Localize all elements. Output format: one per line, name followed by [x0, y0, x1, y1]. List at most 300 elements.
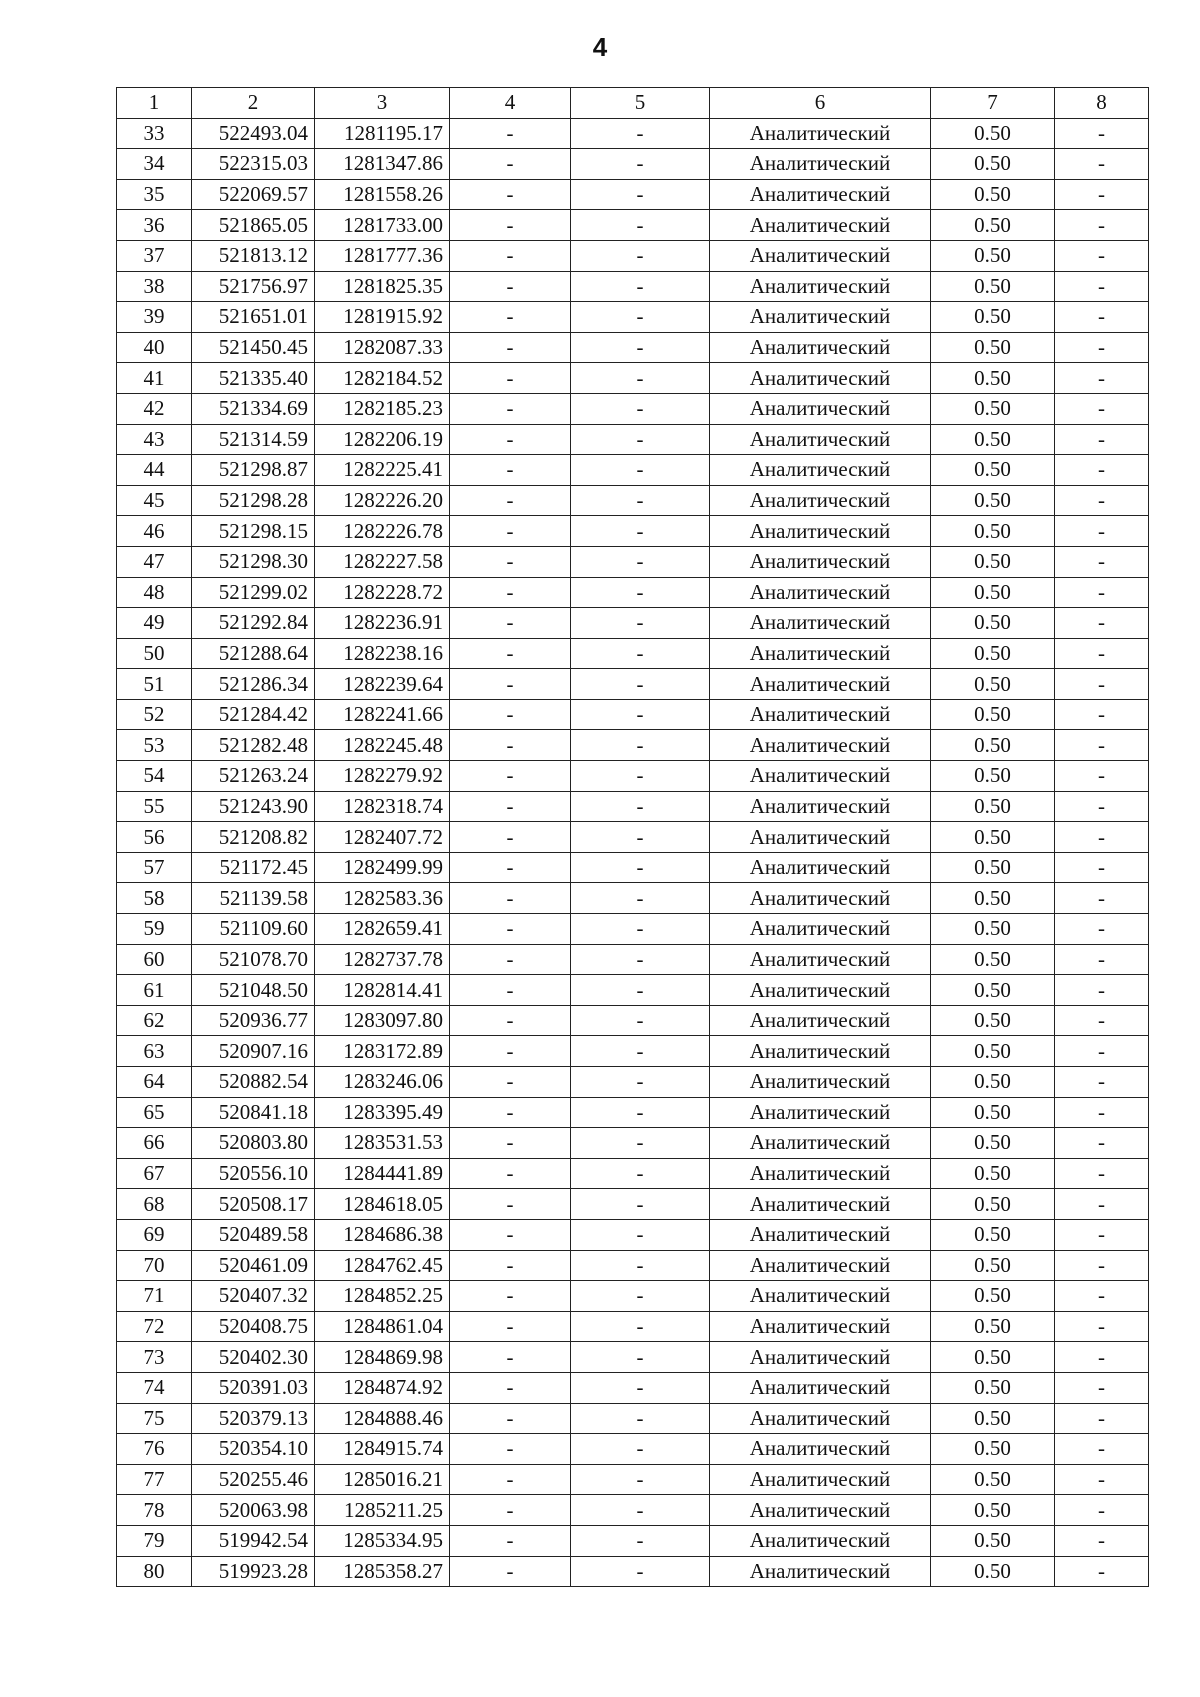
- method-cell: Аналитический: [710, 730, 931, 761]
- column-5-cell: -: [571, 240, 710, 271]
- x-coordinate-cell: 519942.54: [192, 1525, 315, 1556]
- y-coordinate-cell: 1281777.36: [315, 240, 450, 271]
- table-body: [117, 118, 1149, 1587]
- point-number-cell: 41: [117, 363, 192, 394]
- point-number-cell: 33: [117, 118, 192, 149]
- column-4-cell: -: [450, 485, 571, 516]
- column-8-cell: -: [1055, 577, 1149, 608]
- method-cell: Аналитический: [710, 363, 931, 394]
- accuracy-cell: 0.50: [931, 485, 1055, 516]
- column-5-cell: -: [571, 944, 710, 975]
- method-cell: Аналитический: [710, 852, 931, 883]
- y-coordinate-cell: 1282239.64: [315, 669, 450, 700]
- method-cell: Аналитический: [710, 577, 931, 608]
- column-8-cell: -: [1055, 1158, 1149, 1189]
- accuracy-cell: 0.50: [931, 822, 1055, 853]
- y-coordinate-cell: 1284869.98: [315, 1342, 450, 1373]
- x-coordinate-cell: 521335.40: [192, 363, 315, 394]
- x-coordinate-cell: 520391.03: [192, 1372, 315, 1403]
- point-number-cell: 37: [117, 240, 192, 271]
- x-coordinate-cell: 521288.64: [192, 638, 315, 669]
- point-number-cell: 65: [117, 1097, 192, 1128]
- column-4-cell: -: [450, 302, 571, 333]
- point-number-cell: 66: [117, 1128, 192, 1159]
- method-cell: Аналитический: [710, 332, 931, 363]
- y-coordinate-cell: 1282185.23: [315, 393, 450, 424]
- method-cell: Аналитический: [710, 118, 931, 149]
- x-coordinate-cell: 522069.57: [192, 179, 315, 210]
- point-number-cell: 69: [117, 1219, 192, 1250]
- column-5-cell: -: [571, 1189, 710, 1220]
- point-number-cell: 43: [117, 424, 192, 455]
- point-number-cell: 78: [117, 1495, 192, 1526]
- y-coordinate-cell: 1284852.25: [315, 1281, 450, 1312]
- method-cell: Аналитический: [710, 883, 931, 914]
- column-4-cell: -: [450, 699, 571, 730]
- table-row: [117, 1342, 1149, 1373]
- accuracy-cell: 0.50: [931, 1128, 1055, 1159]
- column-4-cell: -: [450, 240, 571, 271]
- point-number-cell: 67: [117, 1158, 192, 1189]
- method-cell: Аналитический: [710, 546, 931, 577]
- x-coordinate-cell: 520803.80: [192, 1128, 315, 1159]
- point-number-cell: 46: [117, 516, 192, 547]
- method-cell: Аналитический: [710, 608, 931, 639]
- y-coordinate-cell: 1282184.52: [315, 363, 450, 394]
- column-8-cell: -: [1055, 1067, 1149, 1098]
- x-coordinate-cell: 521450.45: [192, 332, 315, 363]
- accuracy-cell: 0.50: [931, 699, 1055, 730]
- column-4-cell: -: [450, 822, 571, 853]
- x-coordinate-cell: 521292.84: [192, 608, 315, 639]
- column-4-cell: -: [450, 791, 571, 822]
- column-8-cell: -: [1055, 332, 1149, 363]
- y-coordinate-cell: 1281195.17: [315, 118, 450, 149]
- y-coordinate-cell: 1284686.38: [315, 1219, 450, 1250]
- table-row: [117, 1158, 1149, 1189]
- column-5-cell: -: [571, 271, 710, 302]
- accuracy-cell: 0.50: [931, 455, 1055, 486]
- table-row: [117, 914, 1149, 945]
- point-number-cell: 79: [117, 1525, 192, 1556]
- column-8-cell: -: [1055, 1372, 1149, 1403]
- table-row: [117, 791, 1149, 822]
- y-coordinate-cell: 1284915.74: [315, 1434, 450, 1465]
- y-coordinate-cell: 1282318.74: [315, 791, 450, 822]
- table-row: [117, 761, 1149, 792]
- column-8-cell: -: [1055, 638, 1149, 669]
- x-coordinate-cell: 520354.10: [192, 1434, 315, 1465]
- table-row: [117, 699, 1149, 730]
- column-8-cell: -: [1055, 149, 1149, 180]
- y-coordinate-cell: 1282241.66: [315, 699, 450, 730]
- method-cell: Аналитический: [710, 761, 931, 792]
- column-8-cell: -: [1055, 1281, 1149, 1312]
- column-4-cell: -: [450, 638, 571, 669]
- point-number-cell: 60: [117, 944, 192, 975]
- point-number-cell: 38: [117, 271, 192, 302]
- column-5-cell: -: [571, 210, 710, 241]
- column-4-cell: -: [450, 1403, 571, 1434]
- x-coordinate-cell: 520907.16: [192, 1036, 315, 1067]
- x-coordinate-cell: 520408.75: [192, 1311, 315, 1342]
- table-row: [117, 302, 1149, 333]
- method-cell: Аналитический: [710, 1434, 931, 1465]
- y-coordinate-cell: 1282659.41: [315, 914, 450, 945]
- column-5-cell: -: [571, 914, 710, 945]
- table-row: [117, 424, 1149, 455]
- column-5-cell: -: [571, 1403, 710, 1434]
- table-row: [117, 944, 1149, 975]
- y-coordinate-cell: 1282226.78: [315, 516, 450, 547]
- point-number-cell: 50: [117, 638, 192, 669]
- table-row: [117, 975, 1149, 1006]
- point-number-cell: 56: [117, 822, 192, 853]
- column-4-cell: -: [450, 210, 571, 241]
- method-cell: Аналитический: [710, 1464, 931, 1495]
- y-coordinate-cell: 1283246.06: [315, 1067, 450, 1098]
- column-8-cell: -: [1055, 975, 1149, 1006]
- accuracy-cell: 0.50: [931, 118, 1055, 149]
- column-header-8: 8: [1055, 88, 1149, 119]
- column-5-cell: -: [571, 1067, 710, 1098]
- column-5-cell: -: [571, 1311, 710, 1342]
- column-4-cell: -: [450, 1158, 571, 1189]
- point-number-cell: 68: [117, 1189, 192, 1220]
- column-5-cell: -: [571, 424, 710, 455]
- x-coordinate-cell: 521048.50: [192, 975, 315, 1006]
- method-cell: Аналитический: [710, 240, 931, 271]
- x-coordinate-cell: 521172.45: [192, 852, 315, 883]
- method-cell: Аналитический: [710, 914, 931, 945]
- x-coordinate-cell: 520255.46: [192, 1464, 315, 1495]
- accuracy-cell: 0.50: [931, 608, 1055, 639]
- column-4-cell: -: [450, 1556, 571, 1587]
- x-coordinate-cell: 521286.34: [192, 669, 315, 700]
- accuracy-cell: 0.50: [931, 1097, 1055, 1128]
- table-row: [117, 638, 1149, 669]
- y-coordinate-cell: 1283531.53: [315, 1128, 450, 1159]
- column-8-cell: -: [1055, 1342, 1149, 1373]
- table-row: [117, 332, 1149, 363]
- table-row: [117, 1250, 1149, 1281]
- point-number-cell: 77: [117, 1464, 192, 1495]
- column-header-7: 7: [931, 88, 1055, 119]
- x-coordinate-cell: 520407.32: [192, 1281, 315, 1312]
- column-8-cell: -: [1055, 1495, 1149, 1526]
- column-4-cell: -: [450, 730, 571, 761]
- column-8-cell: -: [1055, 240, 1149, 271]
- x-coordinate-cell: 521298.87: [192, 455, 315, 486]
- column-5-cell: -: [571, 546, 710, 577]
- point-number-cell: 53: [117, 730, 192, 761]
- accuracy-cell: 0.50: [931, 975, 1055, 1006]
- method-cell: Аналитический: [710, 1158, 931, 1189]
- column-5-cell: -: [571, 485, 710, 516]
- column-4-cell: -: [450, 1342, 571, 1373]
- column-8-cell: -: [1055, 363, 1149, 394]
- column-5-cell: -: [571, 1250, 710, 1281]
- y-coordinate-cell: 1284618.05: [315, 1189, 450, 1220]
- column-5-cell: -: [571, 1464, 710, 1495]
- column-8-cell: -: [1055, 1464, 1149, 1495]
- table-row: [117, 1005, 1149, 1036]
- column-4-cell: -: [450, 1434, 571, 1465]
- column-8-cell: -: [1055, 822, 1149, 853]
- column-5-cell: -: [571, 1434, 710, 1465]
- column-4-cell: -: [450, 1464, 571, 1495]
- point-number-cell: 42: [117, 393, 192, 424]
- table-row: [117, 393, 1149, 424]
- point-number-cell: 54: [117, 761, 192, 792]
- column-5-cell: -: [571, 363, 710, 394]
- x-coordinate-cell: 521282.48: [192, 730, 315, 761]
- point-number-cell: 58: [117, 883, 192, 914]
- column-5-cell: -: [571, 730, 710, 761]
- column-4-cell: -: [450, 1281, 571, 1312]
- accuracy-cell: 0.50: [931, 1281, 1055, 1312]
- accuracy-cell: 0.50: [931, 1250, 1055, 1281]
- point-number-cell: 36: [117, 210, 192, 241]
- method-cell: Аналитический: [710, 485, 931, 516]
- method-cell: Аналитический: [710, 1097, 931, 1128]
- accuracy-cell: 0.50: [931, 424, 1055, 455]
- accuracy-cell: 0.50: [931, 577, 1055, 608]
- column-5-cell: -: [571, 1036, 710, 1067]
- accuracy-cell: 0.50: [931, 791, 1055, 822]
- column-5-cell: -: [571, 1495, 710, 1526]
- column-5-cell: -: [571, 1128, 710, 1159]
- y-coordinate-cell: 1282245.48: [315, 730, 450, 761]
- column-header-4: 4: [450, 88, 571, 119]
- column-header-2: 2: [192, 88, 315, 119]
- x-coordinate-cell: 520402.30: [192, 1342, 315, 1373]
- x-coordinate-cell: 521651.01: [192, 302, 315, 333]
- column-8-cell: -: [1055, 516, 1149, 547]
- table-row: [117, 210, 1149, 241]
- column-5-cell: -: [571, 1158, 710, 1189]
- column-5-cell: -: [571, 1281, 710, 1312]
- accuracy-cell: 0.50: [931, 1005, 1055, 1036]
- accuracy-cell: 0.50: [931, 944, 1055, 975]
- method-cell: Аналитический: [710, 1005, 931, 1036]
- y-coordinate-cell: 1282407.72: [315, 822, 450, 853]
- column-5-cell: -: [571, 1372, 710, 1403]
- column-5-cell: -: [571, 822, 710, 853]
- x-coordinate-cell: 521078.70: [192, 944, 315, 975]
- x-coordinate-cell: 520882.54: [192, 1067, 315, 1098]
- column-4-cell: -: [450, 332, 571, 363]
- x-coordinate-cell: 520489.58: [192, 1219, 315, 1250]
- column-header-1: 1: [117, 88, 192, 119]
- coordinates-table: [116, 87, 1149, 1587]
- table-row: [117, 1434, 1149, 1465]
- column-5-cell: -: [571, 302, 710, 333]
- accuracy-cell: 0.50: [931, 1372, 1055, 1403]
- column-8-cell: -: [1055, 1097, 1149, 1128]
- point-number-cell: 75: [117, 1403, 192, 1434]
- column-5-cell: -: [571, 761, 710, 792]
- table-row: [117, 1372, 1149, 1403]
- table-row: [117, 271, 1149, 302]
- column-5-cell: -: [571, 608, 710, 639]
- y-coordinate-cell: 1284888.46: [315, 1403, 450, 1434]
- y-coordinate-cell: 1282226.20: [315, 485, 450, 516]
- column-8-cell: -: [1055, 455, 1149, 486]
- x-coordinate-cell: 522315.03: [192, 149, 315, 180]
- y-coordinate-cell: 1282206.19: [315, 424, 450, 455]
- column-8-cell: -: [1055, 1525, 1149, 1556]
- point-number-cell: 47: [117, 546, 192, 577]
- x-coordinate-cell: 521756.97: [192, 271, 315, 302]
- table-row: [117, 1067, 1149, 1098]
- table-row: [117, 1128, 1149, 1159]
- column-4-cell: -: [450, 1311, 571, 1342]
- accuracy-cell: 0.50: [931, 271, 1055, 302]
- column-8-cell: -: [1055, 179, 1149, 210]
- column-5-cell: -: [571, 669, 710, 700]
- point-number-cell: 39: [117, 302, 192, 333]
- accuracy-cell: 0.50: [931, 883, 1055, 914]
- column-4-cell: -: [450, 669, 571, 700]
- x-coordinate-cell: 521243.90: [192, 791, 315, 822]
- page-number: 4: [592, 32, 608, 62]
- point-number-cell: 51: [117, 669, 192, 700]
- accuracy-cell: 0.50: [931, 1403, 1055, 1434]
- point-number-cell: 71: [117, 1281, 192, 1312]
- x-coordinate-cell: 520556.10: [192, 1158, 315, 1189]
- accuracy-cell: 0.50: [931, 240, 1055, 271]
- column-5-cell: -: [571, 149, 710, 180]
- point-number-cell: 63: [117, 1036, 192, 1067]
- table-row: [117, 1495, 1149, 1526]
- column-5-cell: -: [571, 1097, 710, 1128]
- accuracy-cell: 0.50: [931, 761, 1055, 792]
- y-coordinate-cell: 1282236.91: [315, 608, 450, 639]
- column-4-cell: -: [450, 1036, 571, 1067]
- table-row: [117, 455, 1149, 486]
- column-4-cell: -: [450, 852, 571, 883]
- column-8-cell: -: [1055, 791, 1149, 822]
- accuracy-cell: 0.50: [931, 302, 1055, 333]
- method-cell: Аналитический: [710, 210, 931, 241]
- column-8-cell: -: [1055, 1250, 1149, 1281]
- column-4-cell: -: [450, 393, 571, 424]
- column-8-cell: -: [1055, 699, 1149, 730]
- column-5-cell: -: [571, 393, 710, 424]
- column-8-cell: -: [1055, 914, 1149, 945]
- accuracy-cell: 0.50: [931, 1464, 1055, 1495]
- column-5-cell: -: [571, 179, 710, 210]
- method-cell: Аналитический: [710, 638, 931, 669]
- method-cell: Аналитический: [710, 149, 931, 180]
- method-cell: Аналитический: [710, 822, 931, 853]
- column-8-cell: -: [1055, 485, 1149, 516]
- table-row: [117, 852, 1149, 883]
- accuracy-cell: 0.50: [931, 516, 1055, 547]
- method-cell: Аналитический: [710, 1403, 931, 1434]
- y-coordinate-cell: 1282499.99: [315, 852, 450, 883]
- accuracy-cell: 0.50: [931, 1434, 1055, 1465]
- column-4-cell: -: [450, 975, 571, 1006]
- table-row: [117, 1464, 1149, 1495]
- point-number-cell: 72: [117, 1311, 192, 1342]
- point-number-cell: 64: [117, 1067, 192, 1098]
- table-row: [117, 577, 1149, 608]
- accuracy-cell: 0.50: [931, 1036, 1055, 1067]
- point-number-cell: 52: [117, 699, 192, 730]
- column-5-cell: -: [571, 1556, 710, 1587]
- point-number-cell: 62: [117, 1005, 192, 1036]
- accuracy-cell: 0.50: [931, 638, 1055, 669]
- table-row: [117, 1281, 1149, 1312]
- method-cell: Аналитический: [710, 791, 931, 822]
- accuracy-cell: 0.50: [931, 1158, 1055, 1189]
- method-cell: Аналитический: [710, 1495, 931, 1526]
- accuracy-cell: 0.50: [931, 210, 1055, 241]
- column-8-cell: -: [1055, 1005, 1149, 1036]
- point-number-cell: 40: [117, 332, 192, 363]
- y-coordinate-cell: 1282227.58: [315, 546, 450, 577]
- table-row: [117, 608, 1149, 639]
- column-8-cell: -: [1055, 424, 1149, 455]
- column-8-cell: -: [1055, 669, 1149, 700]
- point-number-cell: 44: [117, 455, 192, 486]
- x-coordinate-cell: 519923.28: [192, 1556, 315, 1587]
- column-8-cell: -: [1055, 1556, 1149, 1587]
- y-coordinate-cell: 1284861.04: [315, 1311, 450, 1342]
- accuracy-cell: 0.50: [931, 1189, 1055, 1220]
- method-cell: Аналитический: [710, 455, 931, 486]
- point-number-cell: 45: [117, 485, 192, 516]
- column-8-cell: -: [1055, 393, 1149, 424]
- table-row: [117, 485, 1149, 516]
- y-coordinate-cell: 1281558.26: [315, 179, 450, 210]
- point-number-cell: 73: [117, 1342, 192, 1373]
- point-number-cell: 55: [117, 791, 192, 822]
- column-8-cell: -: [1055, 118, 1149, 149]
- method-cell: Аналитический: [710, 516, 931, 547]
- point-number-cell: 74: [117, 1372, 192, 1403]
- column-5-cell: -: [571, 118, 710, 149]
- table-row: [117, 240, 1149, 271]
- table-row: [117, 822, 1149, 853]
- point-number-cell: 59: [117, 914, 192, 945]
- accuracy-cell: 0.50: [931, 546, 1055, 577]
- y-coordinate-cell: 1285334.95: [315, 1525, 450, 1556]
- column-5-cell: -: [571, 1342, 710, 1373]
- method-cell: Аналитический: [710, 1556, 931, 1587]
- x-coordinate-cell: 520841.18: [192, 1097, 315, 1128]
- y-coordinate-cell: 1284762.45: [315, 1250, 450, 1281]
- table-header: [117, 88, 1149, 119]
- column-5-cell: -: [571, 516, 710, 547]
- method-cell: Аналитический: [710, 1128, 931, 1159]
- column-5-cell: -: [571, 577, 710, 608]
- column-8-cell: -: [1055, 883, 1149, 914]
- column-5-cell: -: [571, 1005, 710, 1036]
- y-coordinate-cell: 1282238.16: [315, 638, 450, 669]
- method-cell: Аналитический: [710, 1189, 931, 1220]
- x-coordinate-cell: 520063.98: [192, 1495, 315, 1526]
- column-5-cell: -: [571, 883, 710, 914]
- table-row: [117, 1311, 1149, 1342]
- column-header-6: 6: [710, 88, 931, 119]
- table-row: [117, 149, 1149, 180]
- y-coordinate-cell: 1282583.36: [315, 883, 450, 914]
- method-cell: Аналитический: [710, 669, 931, 700]
- column-5-cell: -: [571, 852, 710, 883]
